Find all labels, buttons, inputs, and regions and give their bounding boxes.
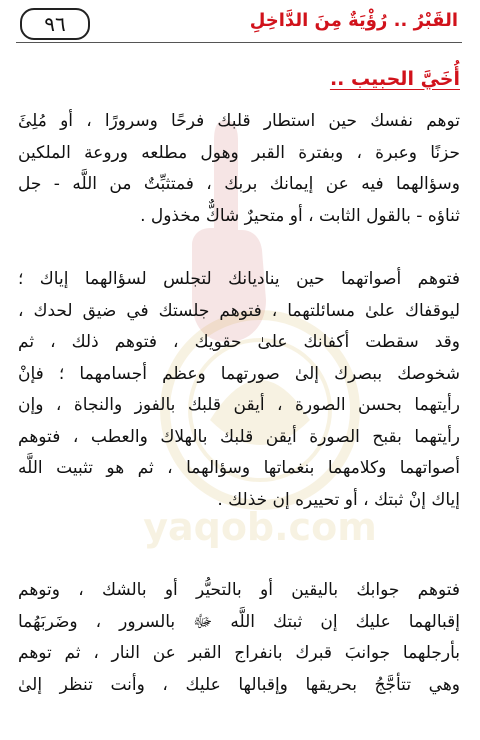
header-divider <box>16 42 462 43</box>
text-line: شخوصك ببصرك إلىٰ صورتهما وعظم أجسامهما ؛ فإنْ <box>18 363 460 384</box>
page-number: ٩٦ <box>20 8 90 40</box>
text-line: إقبالهما عليك إن ثبتك اللَّه ﷻ بالسرور ، وضَربَهُما <box>18 611 460 632</box>
paragraph-3 <box>18 575 460 701</box>
section-heading: أُخَيَّ الحبيب .. <box>329 68 460 90</box>
paragraph-1 <box>18 106 460 232</box>
watermark-text: yaqob.com <box>143 505 377 549</box>
text-line: إياك إنْ ثبتك ، أو تحييره إن خذلك . <box>217 489 460 510</box>
text-line: بأرجلهما جوانبَ قبرك بانفراج القبر عن النار ، ثم توهم <box>18 643 460 663</box>
running-title: القَبْرُ .. رُؤْيَةٌ مِنَ الدَّاخِلِ <box>249 10 458 31</box>
paragraph-2 <box>18 264 460 516</box>
text-line: رأيتهما بقبح الصورة أيقن قلبك بالهلاك والعطب ، فتوهم <box>18 426 460 447</box>
page-header <box>16 6 462 46</box>
text-line: ثناؤه - بالقول الثابت ، أو متحيرٌ شاكٌّ مخذول . <box>140 205 460 226</box>
text-line: وهي تتأجَّجُ بحريقها وإقبالها عليك ، وأنت تنظر إلىٰ <box>18 674 460 695</box>
text-line: توهم نفسك حين استطار قلبك فرحًا وسرورًا ، أو مُلِئَ <box>18 111 460 131</box>
text-line: ليوقفاك علىٰ مسائلتهما ، فتوهم جلستك في ضيق لحدك ، <box>18 300 460 321</box>
text-line: وقد سقطت أكفانك علىٰ حقويك ، فتوهم ذلك ، ثم <box>18 332 460 352</box>
text-line: فتوهم جوابك باليقين أو بالتحيُّر أو بالشك ، وتوهم <box>18 580 460 600</box>
text-line: رأيتهما بحسن الصورة ، أيقن قلبك بالفوز والنجاة ، وإن <box>18 395 460 415</box>
text-line: فتوهم أصواتهما حين يناديانك لتجلس لسؤالهما إياك ؛ <box>18 269 460 289</box>
text-line: أصواتهما وكلامهما بنغماتها وسؤالهما ، ثم هو تثبيت اللَّه <box>18 458 460 478</box>
text-line: حزنًا وعبرة ، وبفترة القبر وهول مطلعه وروعة الملكين <box>18 142 460 163</box>
text-line: وسؤالهما فيه عن إيمانك بربك ، فمتثبِّتٌ من اللَّه - جل <box>18 174 460 194</box>
